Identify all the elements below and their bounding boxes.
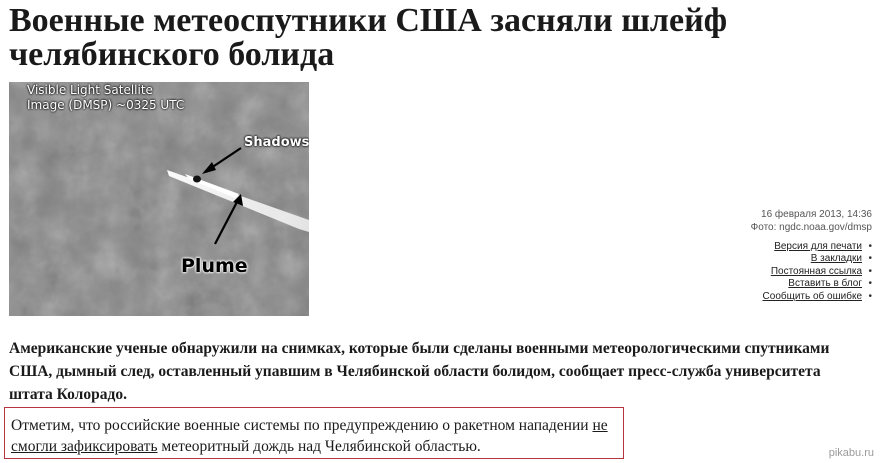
image-caption-line1: Visible Light Satellite [27, 83, 153, 97]
note-underlined-text: не смогли зафиксировать [11, 417, 608, 455]
note-text-part2: метеоритный дождь над Челябинской областью. [157, 438, 481, 455]
tool-item [763, 278, 872, 290]
bookmark-link[interactable]: В закладки [810, 253, 862, 265]
embed-blog-link[interactable]: Вставить в блог [788, 278, 862, 290]
bullet: • [868, 241, 872, 252]
article-lead: Американские ученые обнаружили на снимках, которые были сделаны военными метеорологическими спутниками США, дымный след, оставленный упавшим в Челябинской области болидом, сообщает пресс-служба университета штата Колорадо. [9, 340, 830, 403]
tool-item [763, 291, 872, 303]
highlighted-note [4, 407, 624, 459]
article-tools [763, 241, 872, 303]
article-title: Военные метеоспутники США засняли шлейф челябинского болида [9, 2, 728, 73]
tool-item [763, 266, 872, 278]
tool-item [763, 253, 872, 265]
article-date: 16 февраля 2013, 14:36 [761, 209, 872, 220]
note-text-part1: Отметим, что российские военные системы по предупреждению о ракетном нападении [11, 417, 593, 434]
label-shadows: Shadows [244, 135, 309, 150]
bullet: • [868, 290, 872, 302]
label-plume: Plume [181, 255, 248, 277]
bullet: • [868, 253, 872, 265]
report-error-link[interactable]: Сообщить об ошибке [762, 290, 862, 302]
print-version-link[interactable]: Версия для печати [774, 241, 862, 252]
permalink-link[interactable]: Постоянная ссылка [770, 265, 862, 277]
tool-item [763, 241, 872, 253]
watermark: pikabu.ru [828, 447, 874, 459]
image-caption-line2: Image (DMSP) ~0325 UTC [27, 98, 185, 112]
satellite-image[interactable] [9, 82, 309, 316]
photo-credit: Фото: ngdc.noaa.gov/dmsp [750, 222, 872, 233]
article-meta [751, 208, 872, 234]
bullet: • [868, 278, 872, 290]
bullet: • [868, 265, 872, 277]
